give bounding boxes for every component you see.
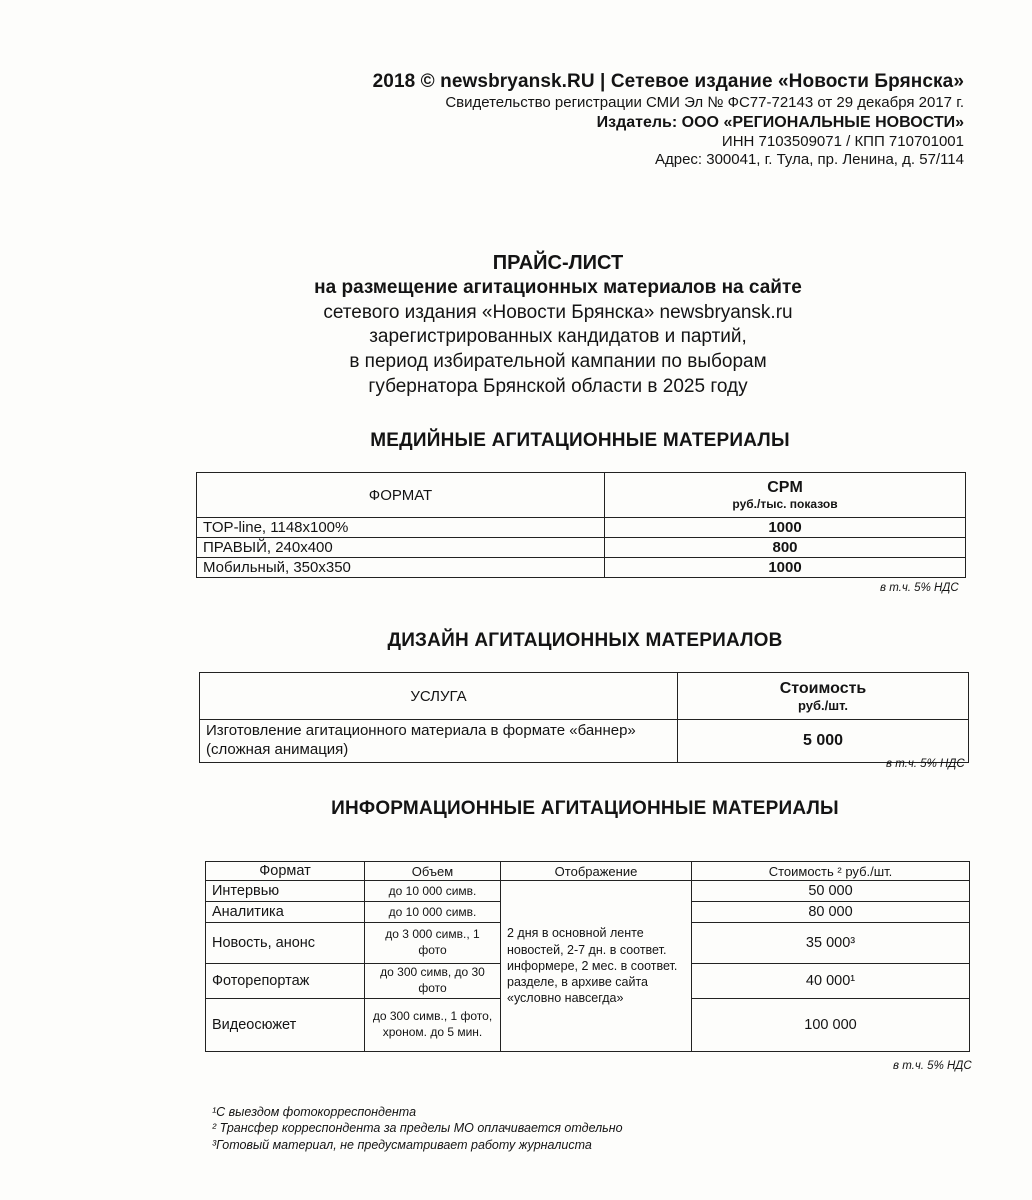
table-row bbox=[206, 881, 970, 902]
service-cell: Изготовление агитационного материала в формате «баннер» (сложная анимация) bbox=[200, 720, 678, 763]
table-row bbox=[200, 720, 969, 763]
design-section-title: ДИЗАЙН АГИТАЦИОННЫХ МАТЕРИАЛОВ bbox=[387, 630, 783, 651]
table-row bbox=[197, 558, 966, 578]
format-cell: TOP-line, 1148x100% bbox=[197, 518, 605, 538]
price-cell: 100 000 bbox=[692, 999, 970, 1052]
table-row bbox=[197, 518, 966, 538]
format-cell: ПРАВЫЙ, 240x400 bbox=[197, 538, 605, 558]
design-vat-note: в т.ч. 5% НДС bbox=[886, 758, 965, 770]
price-cell: 40 000¹ bbox=[692, 964, 970, 999]
title-line-6: губернатора Брянской области в 2025 году bbox=[368, 375, 748, 397]
media-vat-note: в т.ч. 5% НДС bbox=[880, 582, 959, 594]
price-cell: 800 bbox=[605, 538, 966, 558]
col-header-cost bbox=[678, 673, 969, 720]
cost-label: Стоимость bbox=[779, 679, 867, 697]
registration-line: Свидетельство регистрации СМИ Эл № ФС77-72143 от 29 декабря 2017 г. bbox=[445, 93, 964, 111]
format-cell: Аналитика bbox=[206, 902, 365, 923]
price-cell: 5 000 bbox=[678, 720, 969, 763]
col-header-service: УСЛУГА bbox=[200, 673, 678, 720]
col-header-cpm bbox=[605, 473, 966, 518]
title-line-2: на размещение агитационных материалов на сайте bbox=[314, 277, 802, 298]
table-header-row bbox=[200, 673, 969, 720]
inn-line: ИНН 7103509071 / КПП 710701001 bbox=[721, 132, 964, 150]
title-line-3: сетевого издания «Новости Брянска» newsbryansk.ru bbox=[323, 301, 793, 323]
address-line: Адрес: 300041, г. Тула, пр. Ленина, д. 57/114 bbox=[654, 151, 964, 169]
col-header-cost: Стоимость ² руб./шт. bbox=[692, 862, 970, 881]
volume-cell: до 3 000 симв., 1 фото bbox=[365, 923, 501, 964]
footnote-2: ² Трансфер корреспондента за пределы МО оплачивается отдельно bbox=[212, 1121, 623, 1136]
publisher-header bbox=[373, 70, 964, 170]
format-cell: Интервью bbox=[206, 881, 365, 902]
info-price-table bbox=[205, 861, 970, 1052]
title-line-1: ПРАЙС-ЛИСТ bbox=[492, 252, 624, 274]
table-header-row bbox=[206, 862, 970, 881]
display-cell: 2 дня в основной ленте новостей, 2-7 дн. в соответ. информере, 2 мес. в соответ. разделе, в архиве сайта «условно навсегда» bbox=[501, 881, 692, 1052]
format-cell: Мобильный, 350x350 bbox=[197, 558, 605, 578]
format-cell: Фоторепортаж bbox=[206, 964, 365, 999]
price-cell: 50 000 bbox=[692, 881, 970, 902]
design-price-table bbox=[199, 672, 969, 763]
col-header-format: ФОРМАТ bbox=[197, 473, 605, 518]
footnotes bbox=[212, 1104, 623, 1153]
volume-cell: до 300 симв, до 30 фото bbox=[365, 964, 501, 999]
site-title: 2018 © newsbryansk.RU | Сетевое издание «Новости Брянска» bbox=[372, 71, 964, 92]
footnote-3: ³Готовый материал, не предусматривает работу журналиста bbox=[212, 1137, 592, 1152]
price-cell: 80 000 bbox=[692, 902, 970, 923]
title-line-5: в период избирательной кампании по выборам bbox=[349, 351, 767, 373]
info-vat-note: в т.ч. 5% НДС bbox=[893, 1060, 972, 1072]
col-header-volume: Объем bbox=[365, 862, 501, 881]
col-header-display: Отображение bbox=[501, 862, 692, 881]
info-section-title: ИНФОРМАЦИОННЫЕ АГИТАЦИОННЫЕ МАТЕРИАЛЫ bbox=[331, 798, 839, 819]
price-cell: 1000 bbox=[605, 518, 966, 538]
media-price-table bbox=[196, 472, 966, 578]
cpm-unit: руб./тыс. показов bbox=[732, 497, 838, 511]
media-section-title: МЕДИЙНЫЕ АГИТАЦИОННЫЕ МАТЕРИАЛЫ bbox=[370, 430, 790, 451]
footnote-1: ¹С выездом фотокорреспондента bbox=[212, 1105, 417, 1119]
title-line-4: зарегистрированных кандидатов и партий, bbox=[369, 326, 747, 348]
volume-cell: до 10 000 симв. bbox=[365, 902, 501, 923]
price-cell: 35 000³ bbox=[692, 923, 970, 964]
format-cell: Новость, анонс bbox=[206, 923, 365, 964]
price-cell: 1000 bbox=[605, 558, 966, 578]
volume-cell: до 10 000 симв. bbox=[365, 881, 501, 902]
price-list-title bbox=[0, 250, 1032, 399]
volume-cell: до 300 симв., 1 фото, хроном. до 5 мин. bbox=[365, 999, 501, 1052]
cost-unit: руб./шт. bbox=[798, 697, 848, 713]
table-row bbox=[197, 538, 966, 558]
table-header-row bbox=[197, 473, 966, 518]
format-cell: Видеосюжет bbox=[206, 999, 365, 1052]
col-header-format: Формат bbox=[206, 862, 365, 881]
cpm-label: CPM bbox=[767, 479, 803, 496]
publisher-line: Издатель: ООО «РЕГИОНАЛЬНЫЕ НОВОСТИ» bbox=[596, 113, 964, 131]
